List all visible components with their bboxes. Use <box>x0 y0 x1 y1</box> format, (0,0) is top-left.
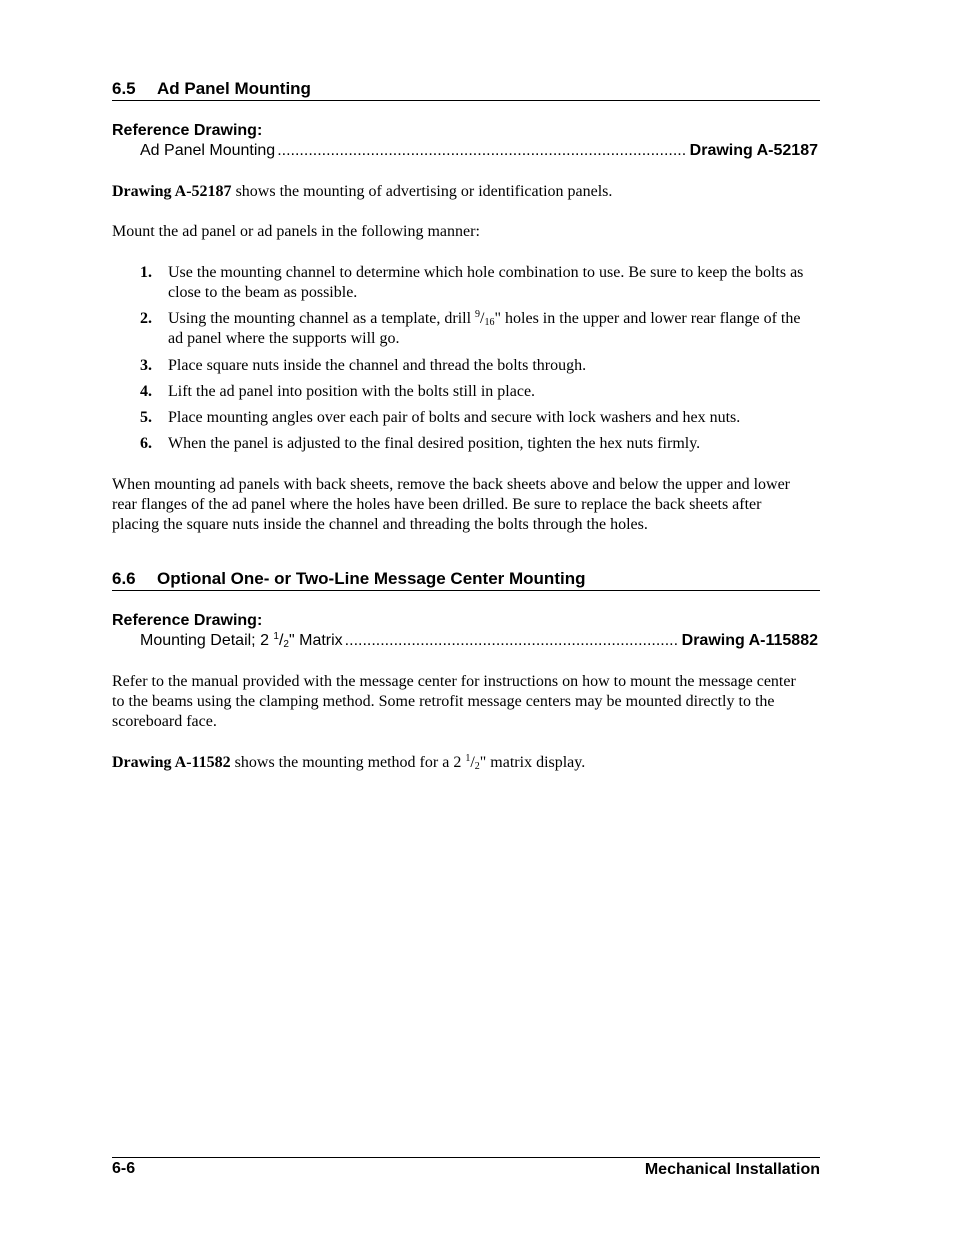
dot-leader <box>277 141 686 161</box>
list-item <box>140 408 812 428</box>
drawing-reference: Drawing A-11582 <box>112 754 231 771</box>
fraction-numerator: 1 <box>273 631 279 642</box>
step-text: Use the mounting channel to determine which hole combination to use. Be sure to keep the bolts as close to the beam as possible. <box>168 264 804 301</box>
step-text: When the panel is adjusted to the final desired position, tighten the hex nuts firmly. <box>168 435 701 452</box>
step-number: 2. <box>140 310 152 327</box>
step-text: Place square nuts inside the channel and thread the bolts through. <box>168 357 587 374</box>
step-number: 5. <box>140 409 152 426</box>
list-item <box>140 309 812 349</box>
dot-leader <box>345 631 679 651</box>
step-text: Place mounting angles over each pair of bolts and secure with lock washers and hex nuts. <box>168 409 741 426</box>
step-text-part: " holes in the upper and lower rear flange of the ad panel where the supports will go. <box>168 310 801 347</box>
fraction-numerator: 9 <box>475 309 481 320</box>
step-number: 4. <box>140 383 152 400</box>
section-title: Ad Panel Mounting <box>157 79 311 98</box>
reference-item: Mounting Detail; 2 $^1/_2$" Matrix <box>140 631 343 650</box>
step-text-part: Using the mounting channel as a template, drill <box>168 310 476 327</box>
paragraph-back-sheets: When mounting ad panels with back sheets, remove the back sheets above and below the upper and lower rear flanges of the ad panel where the holes have been drilled. Be sure to replace the back sheets after placing the square nuts inside the channel and threading the bolts through the holes. <box>112 476 791 533</box>
section-title: Optional One- or Two-Line Message Center Mounting <box>157 569 586 588</box>
chapter-title: Mechanical Installation <box>644 1161 820 1178</box>
paragraph-matrix-drawing: Drawing A-11582 shows the mounting method for a 2 $^1/_2$" matrix display. <box>112 753 586 772</box>
list-item <box>140 356 812 376</box>
reference-drawing-label: Reference Drawing: <box>112 612 263 629</box>
fraction-denominator: 2 <box>474 761 480 772</box>
reference-item: Ad Panel Mounting <box>140 142 276 159</box>
reference-drawing-entry <box>140 141 818 161</box>
list-item <box>140 263 812 303</box>
paragraph-instructions-intro: Mount the ad panel or ad panels in the following manner: <box>112 223 480 240</box>
step-number: 3. <box>140 357 152 374</box>
reference-drawing-number: Drawing A-52187 <box>689 142 818 159</box>
reference-drawing-label: Reference Drawing: <box>112 122 263 139</box>
paragraph-text: " matrix display. <box>479 754 586 771</box>
step-number: 6. <box>140 435 152 452</box>
fraction-denominator: 16 <box>484 317 495 328</box>
paragraph-message-center: Refer to the manual provided with the message center for instructions on how to mount the message center to the beams using the clamping method. Some retrofit message centers may be mounted directly to the scoreboard face. <box>112 673 796 730</box>
section-number: 6.5 <box>112 79 136 98</box>
list-item <box>140 434 812 454</box>
drawing-reference: Drawing A-52187 <box>112 183 232 200</box>
step-text: Lift the ad panel into position with the bolts still in place. <box>168 383 536 400</box>
step-text: Using the mounting channel as a template, drill $^9/_{16}$" holes in the upper and lower rear flange of the ad panel where the supports will go. <box>168 309 801 347</box>
reference-item-part: Mounting Detail; 2 <box>140 632 274 649</box>
page-number: 6-6 <box>112 1160 136 1177</box>
reference-drawing-number: Drawing A-115882 <box>681 632 818 649</box>
section-number: 6.6 <box>112 569 136 588</box>
paragraph-text: shows the mounting of advertising or identification panels. <box>231 183 613 200</box>
section-heading-6-5 <box>112 79 820 101</box>
fraction-numerator: 1 <box>465 753 471 764</box>
reference-drawing-entry <box>140 631 818 651</box>
list-item <box>140 382 812 402</box>
reference-item-part: " Matrix <box>288 632 343 649</box>
fraction-denominator: 2 <box>283 639 289 650</box>
paragraph-text: shows the mounting method for a 2 <box>230 754 466 771</box>
footer-divider <box>112 1157 820 1158</box>
step-number: 1. <box>140 264 152 281</box>
paragraph-drawing-intro <box>112 182 812 202</box>
section-heading-6-6 <box>112 569 820 591</box>
